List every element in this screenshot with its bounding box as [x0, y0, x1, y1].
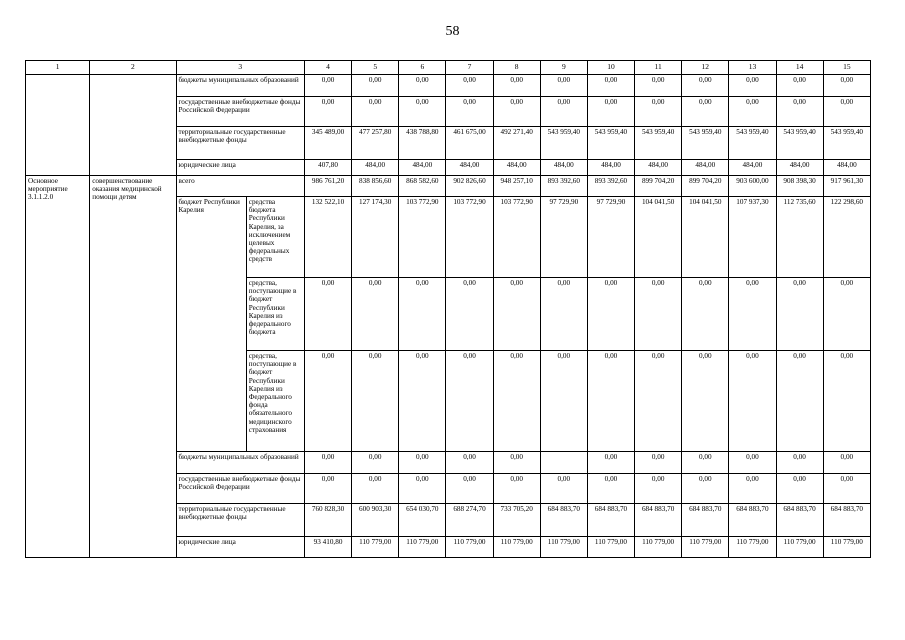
budget-group-label: бюджет Республики Карелия: [176, 197, 246, 452]
value-cell: 110 779,00: [399, 537, 446, 558]
value-cell: 407,80: [304, 160, 351, 176]
value-cell: 0,00: [682, 97, 729, 127]
table-row: [26, 176, 871, 197]
value-cell: 600 903,30: [352, 504, 399, 537]
value-cell: 0,00: [446, 97, 493, 127]
column-number-header: 1: [26, 61, 90, 75]
value-cell: 684 883,70: [729, 504, 776, 537]
value-cell: 104 041,50: [682, 197, 729, 278]
value-cell: 0,00: [493, 75, 540, 97]
column-number-header: 9: [540, 61, 587, 75]
value-cell: 0,00: [540, 351, 587, 452]
value-cell: 733 705,20: [493, 504, 540, 537]
value-cell: 0,00: [399, 351, 446, 452]
column-number-header: 10: [587, 61, 634, 75]
value-cell: 0,00: [540, 474, 587, 504]
value-cell: 543 959,40: [776, 127, 823, 160]
value-cell: 0,00: [776, 474, 823, 504]
budget-table: [25, 60, 871, 558]
value-cell: 0,00: [729, 474, 776, 504]
value-cell: 688 274,70: [446, 504, 493, 537]
value-cell: 0,00: [729, 278, 776, 351]
value-cell: 461 675,00: [446, 127, 493, 160]
value-cell: 484,00: [352, 160, 399, 176]
funding-source-label: всего: [176, 176, 304, 197]
value-cell: 97 729,90: [587, 197, 634, 278]
value-cell: 0,00: [587, 97, 634, 127]
value-cell: 110 779,00: [352, 537, 399, 558]
column-number-header: 13: [729, 61, 776, 75]
value-cell: 899 704,20: [682, 176, 729, 197]
value-cell: 110 779,00: [729, 537, 776, 558]
value-cell: 0,00: [682, 351, 729, 452]
column-number-header: 7: [446, 61, 493, 75]
value-cell: 477 257,80: [352, 127, 399, 160]
value-cell: 0,00: [776, 351, 823, 452]
column-number-header: 4: [304, 61, 351, 75]
value-cell: 654 030,70: [399, 504, 446, 537]
value-cell: 110 779,00: [823, 537, 870, 558]
value-cell: 0,00: [823, 75, 870, 97]
value-cell: 0,00: [635, 351, 682, 452]
value-cell: 0,00: [493, 278, 540, 351]
activity-code: Основное мероприятие 3.1.1.2.0: [26, 176, 90, 558]
value-cell: 0,00: [635, 75, 682, 97]
value-cell: 110 779,00: [493, 537, 540, 558]
value-cell: 0,00: [729, 97, 776, 127]
funding-subsource-label: средства, поступающие в бюджет Республики Карелия из федерального бюджета: [246, 278, 304, 351]
value-cell: 893 392,60: [540, 176, 587, 197]
column-number-header: 6: [399, 61, 446, 75]
value-cell: 0,00: [540, 278, 587, 351]
value-cell: 103 772,90: [446, 197, 493, 278]
value-cell: 0,00: [823, 97, 870, 127]
value-cell: 112 735,60: [776, 197, 823, 278]
value-cell: 684 883,70: [635, 504, 682, 537]
value-cell: 0,00: [304, 474, 351, 504]
value-cell: 0,00: [587, 452, 634, 474]
value-cell: 543 959,40: [823, 127, 870, 160]
value-cell: 893 392,60: [587, 176, 634, 197]
value-cell: 868 582,60: [399, 176, 446, 197]
value-cell: 0,00: [493, 351, 540, 452]
value-cell: 0,00: [682, 278, 729, 351]
value-cell: 484,00: [540, 160, 587, 176]
value-cell: 93 410,80: [304, 537, 351, 558]
value-cell: 917 961,30: [823, 176, 870, 197]
value-cell: 0,00: [399, 97, 446, 127]
value-cell: 543 959,40: [587, 127, 634, 160]
funding-source-label: бюджеты муниципальных образований: [176, 75, 304, 97]
value-cell: 484,00: [493, 160, 540, 176]
value-cell: 948 257,10: [493, 176, 540, 197]
column-number-header: 11: [635, 61, 682, 75]
value-cell: 684 883,70: [776, 504, 823, 537]
value-cell: 484,00: [776, 160, 823, 176]
value-cell: 484,00: [729, 160, 776, 176]
value-cell: 484,00: [587, 160, 634, 176]
value-cell: 0,00: [446, 278, 493, 351]
value-cell: 484,00: [635, 160, 682, 176]
empty-cell: [90, 75, 176, 176]
value-cell: 0,00: [540, 97, 587, 127]
value-cell: 0,00: [304, 351, 351, 452]
empty-cell: [26, 75, 90, 176]
value-cell: 110 779,00: [776, 537, 823, 558]
value-cell: 0,00: [587, 278, 634, 351]
value-cell: 0,00: [587, 351, 634, 452]
value-cell: 345 489,00: [304, 127, 351, 160]
value-cell: 0,00: [446, 75, 493, 97]
value-cell: 0,00: [352, 351, 399, 452]
funding-source-label: юридические лица: [176, 537, 304, 558]
value-cell: 543 959,40: [635, 127, 682, 160]
value-cell: 0,00: [399, 474, 446, 504]
column-number-header: 8: [493, 61, 540, 75]
funding-subsource-label: средства, поступающие в бюджет Республики Карелия из Федерального фонда обязательного медицинского страхования: [246, 351, 304, 452]
value-cell: 684 883,70: [823, 504, 870, 537]
value-cell: 132 522,10: [304, 197, 351, 278]
value-cell: 0,00: [352, 452, 399, 474]
value-cell: 0,00: [493, 452, 540, 474]
header-row: [26, 61, 871, 75]
value-cell: 0,00: [635, 474, 682, 504]
value-cell: 0,00: [587, 474, 634, 504]
value-cell: 986 761,20: [304, 176, 351, 197]
funding-source-label: бюджеты муниципальных образований: [176, 452, 304, 474]
value-cell: 484,00: [823, 160, 870, 176]
funding-source-label: юридические лица: [176, 160, 304, 176]
value-cell: 110 779,00: [635, 537, 682, 558]
value-cell: [540, 452, 587, 474]
value-cell: 0,00: [446, 351, 493, 452]
value-cell: 103 772,90: [493, 197, 540, 278]
value-cell: 0,00: [729, 351, 776, 452]
value-cell: 0,00: [446, 452, 493, 474]
value-cell: 0,00: [304, 278, 351, 351]
page-number: 58: [445, 24, 460, 39]
value-cell: 103 772,90: [399, 197, 446, 278]
value-cell: 0,00: [729, 452, 776, 474]
value-cell: 0,00: [635, 278, 682, 351]
activity-name: совершенствование оказания медицинской помощи детям: [90, 176, 176, 558]
value-cell: 0,00: [682, 75, 729, 97]
value-cell: 0,00: [776, 97, 823, 127]
value-cell: 484,00: [682, 160, 729, 176]
table-row: [26, 75, 871, 97]
value-cell: 110 779,00: [446, 537, 493, 558]
column-number-header: 15: [823, 61, 870, 75]
value-cell: 0,00: [304, 452, 351, 474]
column-number-header: 12: [682, 61, 729, 75]
value-cell: 0,00: [823, 351, 870, 452]
column-number-header: 2: [90, 61, 176, 75]
value-cell: 0,00: [587, 75, 634, 97]
value-cell: 0,00: [446, 474, 493, 504]
value-cell: 0,00: [635, 452, 682, 474]
value-cell: 0,00: [399, 452, 446, 474]
value-cell: 438 788,80: [399, 127, 446, 160]
value-cell: 492 271,40: [493, 127, 540, 160]
value-cell: 484,00: [446, 160, 493, 176]
value-cell: 0,00: [352, 278, 399, 351]
value-cell: 0,00: [776, 75, 823, 97]
value-cell: 0,00: [493, 97, 540, 127]
value-cell: 127 174,30: [352, 197, 399, 278]
value-cell: 0,00: [304, 97, 351, 127]
value-cell: 0,00: [493, 474, 540, 504]
value-cell: 104 041,50: [635, 197, 682, 278]
value-cell: 543 959,40: [682, 127, 729, 160]
value-cell: 0,00: [399, 278, 446, 351]
funding-source-label: государственные внебюджетные фонды Российской Федерации: [176, 97, 304, 127]
value-cell: 0,00: [823, 278, 870, 351]
value-cell: 543 959,40: [729, 127, 776, 160]
value-cell: 903 600,00: [729, 176, 776, 197]
value-cell: 902 826,60: [446, 176, 493, 197]
value-cell: 0,00: [399, 75, 446, 97]
value-cell: 0,00: [635, 97, 682, 127]
value-cell: 908 398,30: [776, 176, 823, 197]
value-cell: 543 959,40: [540, 127, 587, 160]
value-cell: 0,00: [729, 75, 776, 97]
value-cell: 838 856,60: [352, 176, 399, 197]
value-cell: 0,00: [352, 97, 399, 127]
value-cell: 684 883,70: [540, 504, 587, 537]
column-number-header: 14: [776, 61, 823, 75]
value-cell: 122 298,60: [823, 197, 870, 278]
value-cell: 107 937,30: [729, 197, 776, 278]
value-cell: 0,00: [823, 452, 870, 474]
funding-source-label: государственные внебюджетные фонды Российской Федерации: [176, 474, 304, 504]
funding-source-label: территориальные государственные внебюджетные фонды: [176, 504, 304, 537]
column-number-header: 3: [176, 61, 304, 75]
table-body: [26, 61, 871, 558]
value-cell: 684 883,70: [682, 504, 729, 537]
value-cell: 684 883,70: [587, 504, 634, 537]
value-cell: 0,00: [823, 474, 870, 504]
value-cell: 899 704,20: [635, 176, 682, 197]
value-cell: 110 779,00: [587, 537, 634, 558]
column-number-header: 5: [352, 61, 399, 75]
value-cell: 760 828,30: [304, 504, 351, 537]
value-cell: 0,00: [776, 278, 823, 351]
value-cell: 0,00: [682, 474, 729, 504]
value-cell: 0,00: [304, 75, 351, 97]
value-cell: 0,00: [682, 452, 729, 474]
value-cell: 0,00: [540, 75, 587, 97]
value-cell: 484,00: [399, 160, 446, 176]
value-cell: 110 779,00: [682, 537, 729, 558]
funding-subsource-label: средства бюджета Республики Карелия, за исключением целевых федеральных средств: [246, 197, 304, 278]
funding-source-label: территориальные государственные внебюджетные фонды: [176, 127, 304, 160]
value-cell: 110 779,00: [540, 537, 587, 558]
value-cell: 0,00: [352, 75, 399, 97]
value-cell: 0,00: [352, 474, 399, 504]
value-cell: 97 729,90: [540, 197, 587, 278]
value-cell: 0,00: [776, 452, 823, 474]
